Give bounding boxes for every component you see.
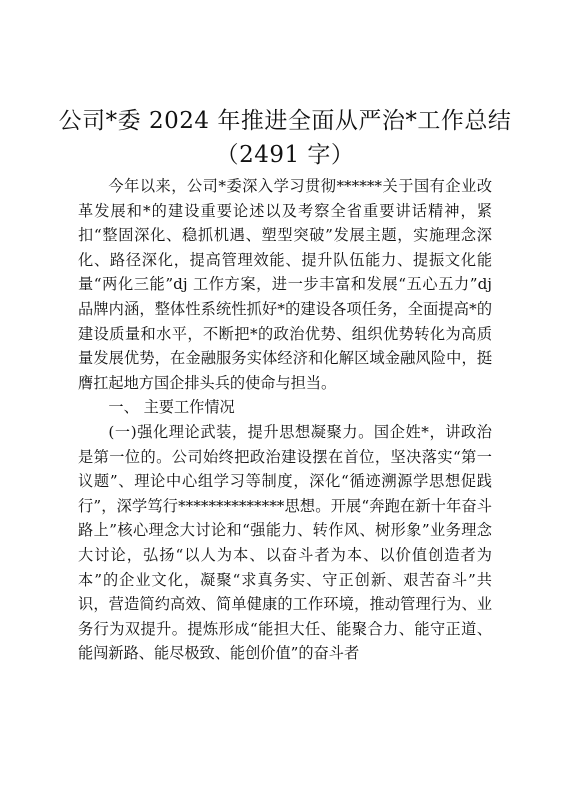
document-subtitle-word-count: （2491 字） — [215, 142, 355, 168]
body-paragraph: (一)强化理论武装，提升思想凝聚力。国企姓*，讲政治是第一位的。公司始终把政治建设摆在首位，坚决落实“第一议题”、理论中心组学习等制度，深化“循迹溯源学思想促践行”，深学笃行**************思想。开展“奔跑在新十年奋斗路上”核心理念大讨论和“强能力、转作风、树形象”业务理念大讨论，弘扬“以人为本、以奋斗者为本、以价值创造者为本”的企业文化，凝聚“求真务实、守正创新、艰苦奋斗”共识，营造简约高效、简单健康的工作环境，推动管理行为、业务行为双提升。提炼形成“能担大任、能聚合力、能守正道、能闯新路、能尽极致、能创价值”的奋斗者 — [78, 422, 492, 663]
document-title: 公司*委 2024 年推进全面从严治*工作总结 — [58, 108, 512, 134]
section-heading: 一、 主要工作情况 — [108, 398, 235, 417]
intro-paragraph: 今年以来，公司*委深入学习贯彻******关于国有企业改革发展和*的建设重要论述以及考察全省重要讲话精神，紧扣“整固深化、稳抓机遇、塑型突破”发展主题，实施理念深化、路径深化，提高管理效能、提升队伍能力、提振文化能量“两化三能”dj 工作方案，进一步丰富和发展“五心五力”dj 品牌内涵，整体性系统性抓好*的建设各项任务，全面提高*的建设质量和水平，不断把*的政治优势、组织优势转化为高质量发展优势，在金融服务实体经济和化解区域金融风险中，挺膺扛起地方国企排头兵的使命与担当。 — [78, 177, 492, 392]
document-body — [78, 174, 492, 666]
